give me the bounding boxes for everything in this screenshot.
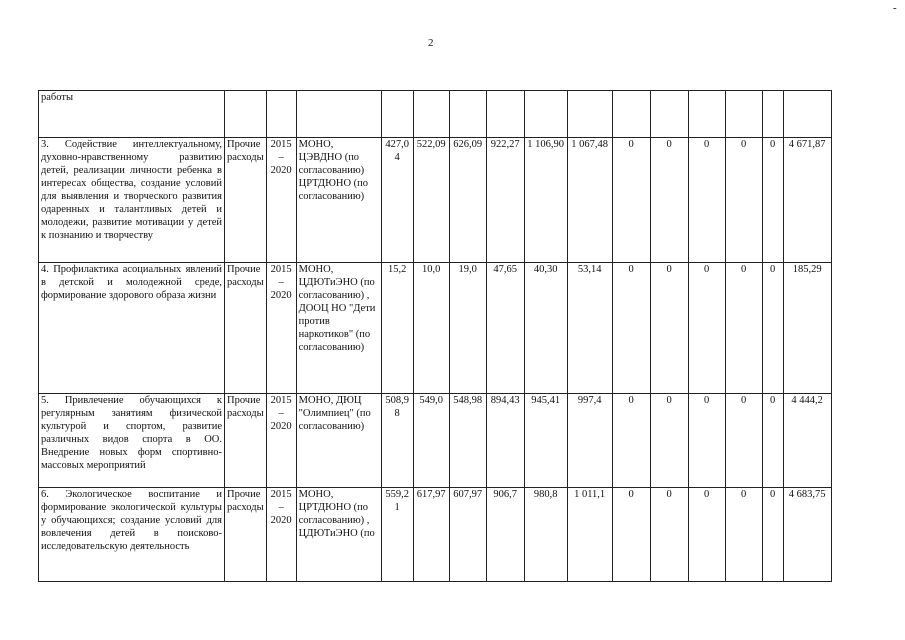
row-value: 53,14 [567, 263, 612, 394]
row-value: 0 [688, 138, 725, 263]
row-value [381, 91, 413, 138]
row-responsible [296, 91, 381, 138]
row-value: 0 [650, 394, 688, 488]
row-value: 15,2 [381, 263, 413, 394]
row-value: 4 683,75 [783, 488, 831, 582]
row-value [567, 91, 612, 138]
row-value: 0 [688, 394, 725, 488]
row-responsible: МОНО, ЦДЮТиЭНО (по согласованию) , ДООЦ НО "Дети против наркотиков" (по согласованию) [296, 263, 381, 394]
row-value: 997,4 [567, 394, 612, 488]
corner-mark: - [893, 2, 897, 14]
row-value [486, 91, 524, 138]
row-value [650, 91, 688, 138]
row-value: 0 [762, 263, 783, 394]
row-responsible: МОНО, ЦРТДЮНО (по согласованию) , ЦДЮТиЭНО (по [296, 488, 381, 582]
row-value: 19,0 [449, 263, 486, 394]
row-value: 0 [725, 488, 762, 582]
row-value [783, 91, 831, 138]
row-value: 894,43 [486, 394, 524, 488]
row-value: 626,09 [449, 138, 486, 263]
row-value: 0 [725, 138, 762, 263]
row-value [413, 91, 449, 138]
row-value: 0 [612, 394, 650, 488]
row-value: 559,21 [381, 488, 413, 582]
row-value: 0 [650, 138, 688, 263]
row-value: 522,09 [413, 138, 449, 263]
row-value [688, 91, 725, 138]
row-value: 0 [612, 263, 650, 394]
row-value: 185,29 [783, 263, 831, 394]
row-years: 2015 – 2020 [266, 138, 296, 263]
row-expense-type: Прочие расходы [225, 488, 267, 582]
row-value: 1 011,1 [567, 488, 612, 582]
row-expense-type: Прочие расходы [225, 138, 267, 263]
row-value: 0 [612, 488, 650, 582]
row-value: 549,0 [413, 394, 449, 488]
row-expense-type: Прочие расходы [225, 263, 267, 394]
row-value: 0 [762, 488, 783, 582]
row-years: 2015 – 2020 [266, 488, 296, 582]
row-responsible: МОНО, ДЮЦ "Олимпиец" (по согласованию) [296, 394, 381, 488]
row-years [266, 91, 296, 138]
row-value [449, 91, 486, 138]
row-value [524, 91, 567, 138]
row-value: 427,04 [381, 138, 413, 263]
row-value: 922,27 [486, 138, 524, 263]
row-value: 0 [688, 488, 725, 582]
row-value: 508,98 [381, 394, 413, 488]
row-years: 2015 – 2020 [266, 263, 296, 394]
row-value: 0 [762, 138, 783, 263]
row-value: 617,97 [413, 488, 449, 582]
table-body [39, 91, 832, 582]
row-value [762, 91, 783, 138]
row-description: 5. Привлечение обучающихся к регулярным занятиям физической культурой и спортом, развитие различных видов спорта в ОО. Внедрение новых форм спортивно-массовых мероприятий [39, 394, 225, 488]
row-expense-type: Прочие расходы [225, 394, 267, 488]
row-description: 4. Профилактика асоциальных явлений в детской и молодежной среде, формирование здорового образа жизни [39, 263, 225, 394]
row-expense-type [225, 91, 267, 138]
row-responsible: МОНО, ЦЭВДНО (по согласованию) ЦРТДЮНО (по согласованию) [296, 138, 381, 263]
table-row [39, 138, 832, 263]
table-row [39, 91, 832, 138]
row-value: 0 [688, 263, 725, 394]
row-value: 10,0 [413, 263, 449, 394]
row-value: 906,7 [486, 488, 524, 582]
program-table [38, 90, 832, 582]
row-value: 1 106,90 [524, 138, 567, 263]
row-value: 40,30 [524, 263, 567, 394]
table-row [39, 394, 832, 488]
row-years: 2015 – 2020 [266, 394, 296, 488]
row-description: 6. Экологическое воспитание и формирование экологической культуры у обучающихся; создание условий для вовлечения детей в поисково-исследовательскую деятельность [39, 488, 225, 582]
row-value: 0 [650, 263, 688, 394]
table-row [39, 263, 832, 394]
row-description: работы [39, 91, 225, 138]
row-value: 1 067,48 [567, 138, 612, 263]
row-value: 0 [612, 138, 650, 263]
row-value: 4 671,87 [783, 138, 831, 263]
row-value: 0 [650, 488, 688, 582]
row-value: 0 [762, 394, 783, 488]
row-value [725, 91, 762, 138]
row-value: 0 [725, 394, 762, 488]
row-value: 4 444,2 [783, 394, 831, 488]
row-value: 607,97 [449, 488, 486, 582]
row-value: 548,98 [449, 394, 486, 488]
row-value: 945,41 [524, 394, 567, 488]
row-value: 980,8 [524, 488, 567, 582]
row-value: 0 [725, 263, 762, 394]
row-value [612, 91, 650, 138]
row-value: 47,65 [486, 263, 524, 394]
table-row [39, 488, 832, 582]
page-number: 2 [428, 37, 434, 49]
row-description: 3. Содействие интеллектуальному, духовно-нравственному развитию детей, реализации личности ребенка в интересах общества, создание условий для выявления и творческого развития одаренных и талантливых детей и молодежи, развитие мотивации у детей к познанию и творчеству [39, 138, 225, 263]
